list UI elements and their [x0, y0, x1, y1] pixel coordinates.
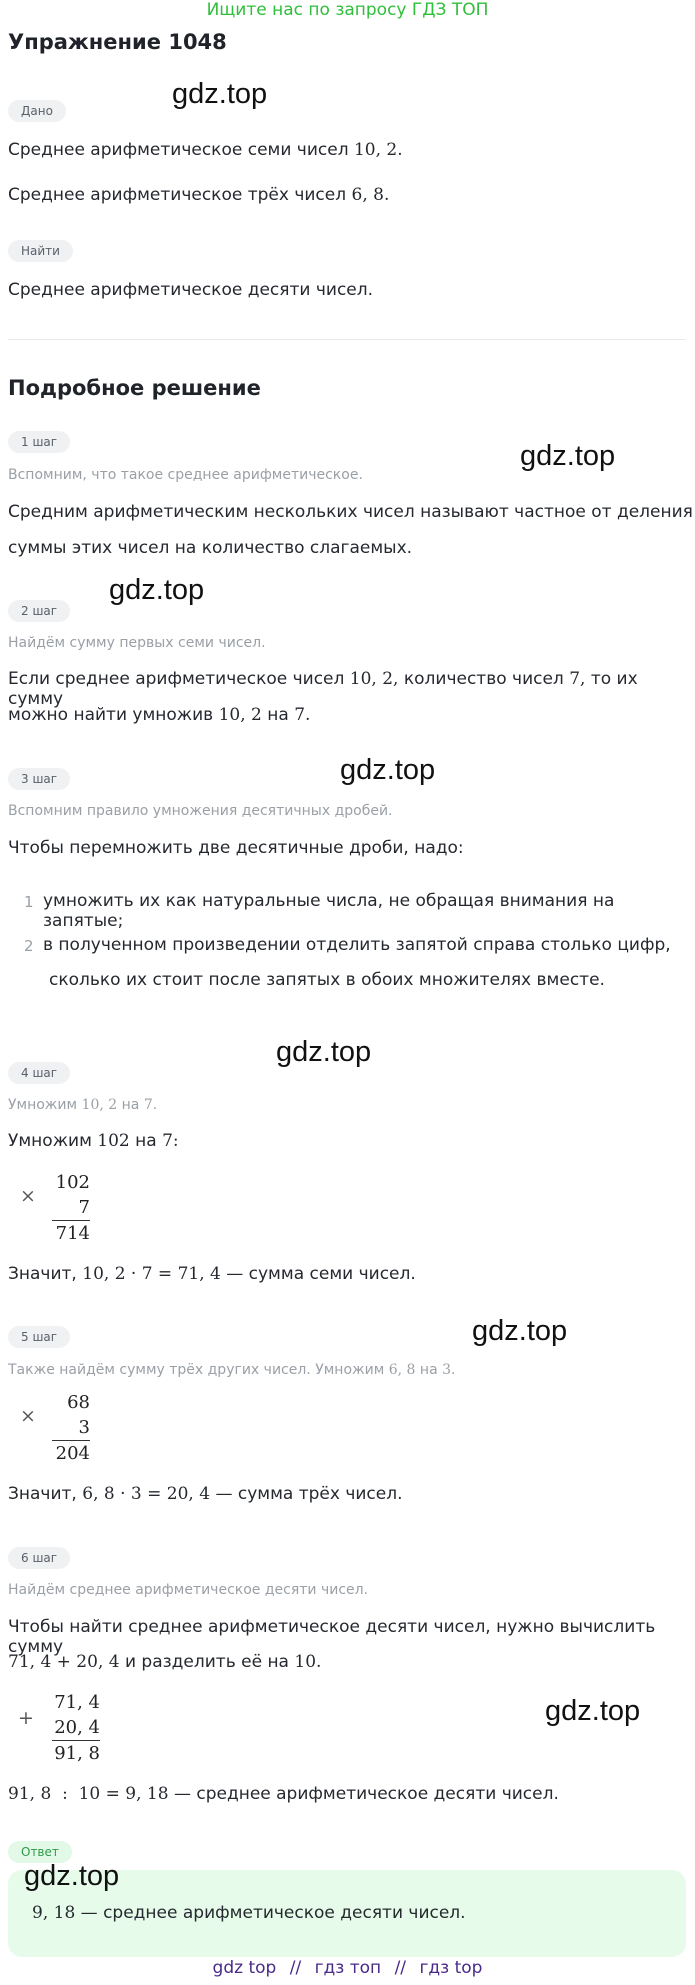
step-6-line-2 [8, 1652, 321, 1672]
watermark: gdz.top [172, 78, 268, 110]
step-2-line-1 [8, 669, 695, 709]
list-item-continuation: сколько их стоит после запятых в обоих множителях вместе. [49, 970, 605, 990]
step-5-badge: 5 шаг [8, 1326, 70, 1348]
step-4-result [8, 1264, 416, 1284]
watermark: gdz.top [545, 1695, 641, 1727]
text: Значит, [8, 1484, 77, 1504]
column-calculation [52, 1690, 100, 1766]
step-3-intro: Чтобы перемножить две десятичные дроби, надо: [8, 838, 464, 858]
page-title: Упражнение 1048 [8, 30, 227, 54]
value: 7. [294, 705, 311, 725]
list-item: в полученном произведении отделить запятой справа столько цифр, [43, 935, 671, 955]
step-2-line-2 [8, 705, 310, 725]
find-badge: Найти [8, 240, 73, 262]
value: 10. [294, 1652, 322, 1672]
text: Значит, [8, 1264, 77, 1284]
plus-sign: + [18, 1707, 34, 1729]
value: 91, 8 : 10 = 9, 18 [8, 1784, 169, 1804]
text: Умножим [8, 1131, 92, 1151]
footer-link[interactable]: гдз топ [314, 1958, 382, 1978]
footer-links [0, 1958, 695, 1978]
value: 10, 2, [349, 669, 399, 689]
given-line-1-value: 10, 2. [353, 140, 403, 160]
step-1-hint: Вспомним, что такое среднее арифметическое. [8, 467, 363, 483]
operand: 7 [52, 1195, 90, 1221]
watermark: gdz.top [340, 754, 436, 786]
operand: 68 [67, 1392, 90, 1413]
text: — среднее арифметическое десяти чисел. [173, 1784, 559, 1804]
operand: 20, 4 [52, 1715, 100, 1741]
step-1-line-2: суммы этих чисел на количество слагаемых. [8, 538, 413, 558]
answer-badge: Ответ [8, 1841, 72, 1863]
step-5-hint [8, 1362, 455, 1378]
value: 102 [97, 1131, 130, 1151]
multiply-sign: × [20, 1185, 36, 1207]
value: 3. [442, 1362, 456, 1378]
text: — сумма семи чисел. [226, 1264, 416, 1284]
step-4-badge: 4 шаг [8, 1062, 70, 1084]
given-line-2-value: 6, 8. [351, 185, 390, 205]
step-4-line [8, 1131, 179, 1151]
answer-text [32, 1903, 466, 1923]
find-text: Среднее арифметическое десяти чисел. [8, 280, 374, 300]
text: то их сумму [8, 669, 638, 709]
step-6-result [8, 1784, 559, 1804]
text: Также найдём сумму трёх других чисел. Умножим [8, 1362, 385, 1378]
value: 10, 2 [218, 705, 262, 725]
text: — сумма трёх чисел. [215, 1484, 403, 1504]
watermark: gdz.top [109, 574, 205, 606]
text: на [267, 705, 289, 725]
given-line-2-text: Среднее арифметическое трёх чисел [8, 185, 347, 205]
solution-title: Подробное решение [8, 376, 261, 400]
value: 6, 8 · 3 = 20, 4 [82, 1484, 211, 1504]
step-6-badge: 6 шаг [8, 1547, 70, 1569]
value: 10, 2 · 7 = 71, 4 [82, 1264, 221, 1284]
step-6-line-1: Чтобы найти среднее арифметическое десяти чисел, нужно вычислить сумму [8, 1617, 656, 1657]
multiply-sign: × [20, 1405, 36, 1427]
given-badge: Дано [8, 100, 66, 122]
step-4-hint [8, 1097, 157, 1113]
divider [8, 339, 686, 340]
step-5-result [8, 1484, 403, 1504]
list-item-number: 1 [24, 893, 34, 911]
value: 71, 4 + 20, 4 [8, 1652, 120, 1672]
value: 7, [569, 669, 586, 689]
search-banner-link[interactable]: Ищите нас по запросу ГДЗ ТОП [206, 0, 489, 20]
result: 714 [55, 1223, 90, 1244]
value: 7: [162, 1131, 179, 1151]
text: можно найти умножив [8, 705, 214, 725]
text: Если среднее арифметическое чисел [8, 669, 345, 689]
text: количество чисел [403, 669, 564, 689]
value: 7. [143, 1097, 158, 1113]
operand: 71, 4 [54, 1692, 100, 1713]
text: на [121, 1097, 140, 1113]
text: на [419, 1362, 438, 1378]
value: 10, 2 [81, 1097, 118, 1113]
given-line-2 [8, 185, 389, 205]
result: 91, 8 [54, 1743, 100, 1764]
footer-link[interactable]: gdz top [212, 1958, 277, 1978]
step-3-hint: Вспомним правило умножения десятичных дробей. [8, 803, 393, 819]
step-1-badge: 1 шаг [8, 431, 70, 453]
result: 204 [55, 1443, 90, 1464]
text: на [135, 1131, 157, 1151]
watermark: gdz.top [520, 440, 616, 472]
text: и разделить её на [124, 1652, 289, 1672]
step-1-line-1: Средним арифметическим нескольких чисел называют частное от деления [8, 502, 693, 522]
watermark: gdz.top [472, 1315, 568, 1347]
watermark: gdz.top [276, 1036, 372, 1068]
text: — среднее арифметическое десяти чисел. [80, 1903, 466, 1923]
footer-link[interactable]: гдз top [419, 1958, 483, 1978]
value: 9, 18 [32, 1903, 76, 1923]
column-calculation [52, 1390, 90, 1466]
step-2-hint: Найдём сумму первых семи чисел. [8, 635, 266, 651]
column-calculation [52, 1170, 90, 1246]
step-2-badge: 2 шаг [8, 600, 70, 622]
given-line-1 [8, 140, 403, 160]
given-line-1-text: Среднее арифметическое семи чисел [8, 140, 349, 160]
list-item: умножить их как натуральные числа, не обращая внимания на запятые; [43, 891, 615, 931]
footer-separator: // [289, 1958, 302, 1978]
watermark: gdz.top [24, 1860, 120, 1892]
text: Умножим [8, 1097, 78, 1113]
step-6-hint: Найдём среднее арифметическое десяти чисел. [8, 1582, 369, 1598]
list-item-number: 2 [24, 937, 34, 955]
step-3-badge: 3 шаг [8, 768, 70, 790]
value: 6, 8 [388, 1362, 416, 1378]
operand: 3 [52, 1415, 90, 1441]
footer-separator: // [394, 1958, 407, 1978]
operand: 102 [55, 1172, 90, 1193]
